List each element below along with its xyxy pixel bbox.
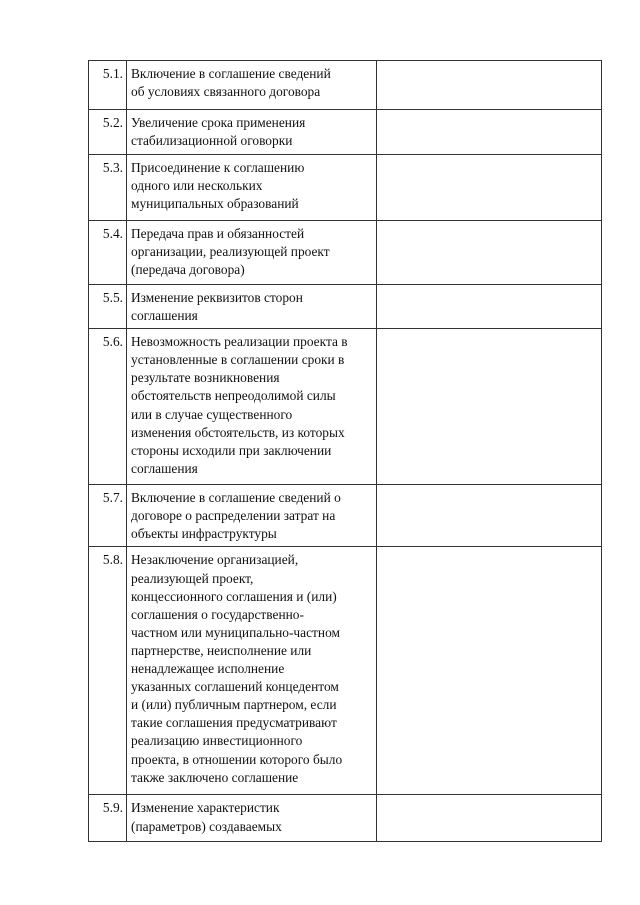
row-value-cell [377, 61, 602, 110]
row-number: 5.5. [89, 285, 127, 329]
row-description: Увеличение срока применения стабилизационной оговорки [127, 110, 377, 155]
row-description: Невозможность реализации проекта в установленные в соглашении сроки в результате возникновения обстоятельств непреодолимой силы или в случае существенного изменения обстоятельств, из которых стороны исходили при заключении соглашения [127, 329, 377, 485]
row-number: 5.4. [89, 221, 127, 285]
row-number: 5.7. [89, 485, 127, 547]
table-row [89, 61, 602, 110]
row-number: 5.6. [89, 329, 127, 485]
row-description: Незаключение организацией, реализующей проект, концессионного соглашения и (или) соглашения о государственно- частном или муниципально-частном партнерстве, неисполнение или ненадлежащее исполнение указанных соглашений концедентом и (или) публичным партнером, если такие соглашения предусматривают реализацию инвестиционного проекта, в отношении которого было также заключено соглашение [127, 547, 377, 795]
table-row [89, 155, 602, 221]
row-number: 5.8. [89, 547, 127, 795]
row-value-cell [377, 155, 602, 221]
row-description: Изменение реквизитов сторон соглашения [127, 285, 377, 329]
table-row [89, 221, 602, 285]
row-description: Передача прав и обязанностей организации, реализующей проект (передача договора) [127, 221, 377, 285]
row-value-cell [377, 547, 602, 795]
row-value-cell [377, 795, 602, 842]
row-value-cell [377, 329, 602, 485]
row-number: 5.3. [89, 155, 127, 221]
table-row [89, 285, 602, 329]
row-description: Изменение характеристик (параметров) создаваемых [127, 795, 377, 842]
row-value-cell [377, 110, 602, 155]
table-row [89, 110, 602, 155]
row-value-cell [377, 221, 602, 285]
table-row [89, 547, 602, 795]
row-description: Включение в соглашение сведений о договоре о распределении затрат на объекты инфраструктуры [127, 485, 377, 547]
row-number: 5.2. [89, 110, 127, 155]
row-value-cell [377, 485, 602, 547]
row-description: Включение в соглашение сведений об условиях связанного договора [127, 61, 377, 110]
table-row [89, 329, 602, 485]
table-row [89, 485, 602, 547]
document-table [88, 60, 602, 842]
row-number: 5.1. [89, 61, 127, 110]
row-description: Присоединение к соглашению одного или нескольких муниципальных образований [127, 155, 377, 221]
table-row [89, 795, 602, 842]
row-value-cell [377, 285, 602, 329]
row-number: 5.9. [89, 795, 127, 842]
